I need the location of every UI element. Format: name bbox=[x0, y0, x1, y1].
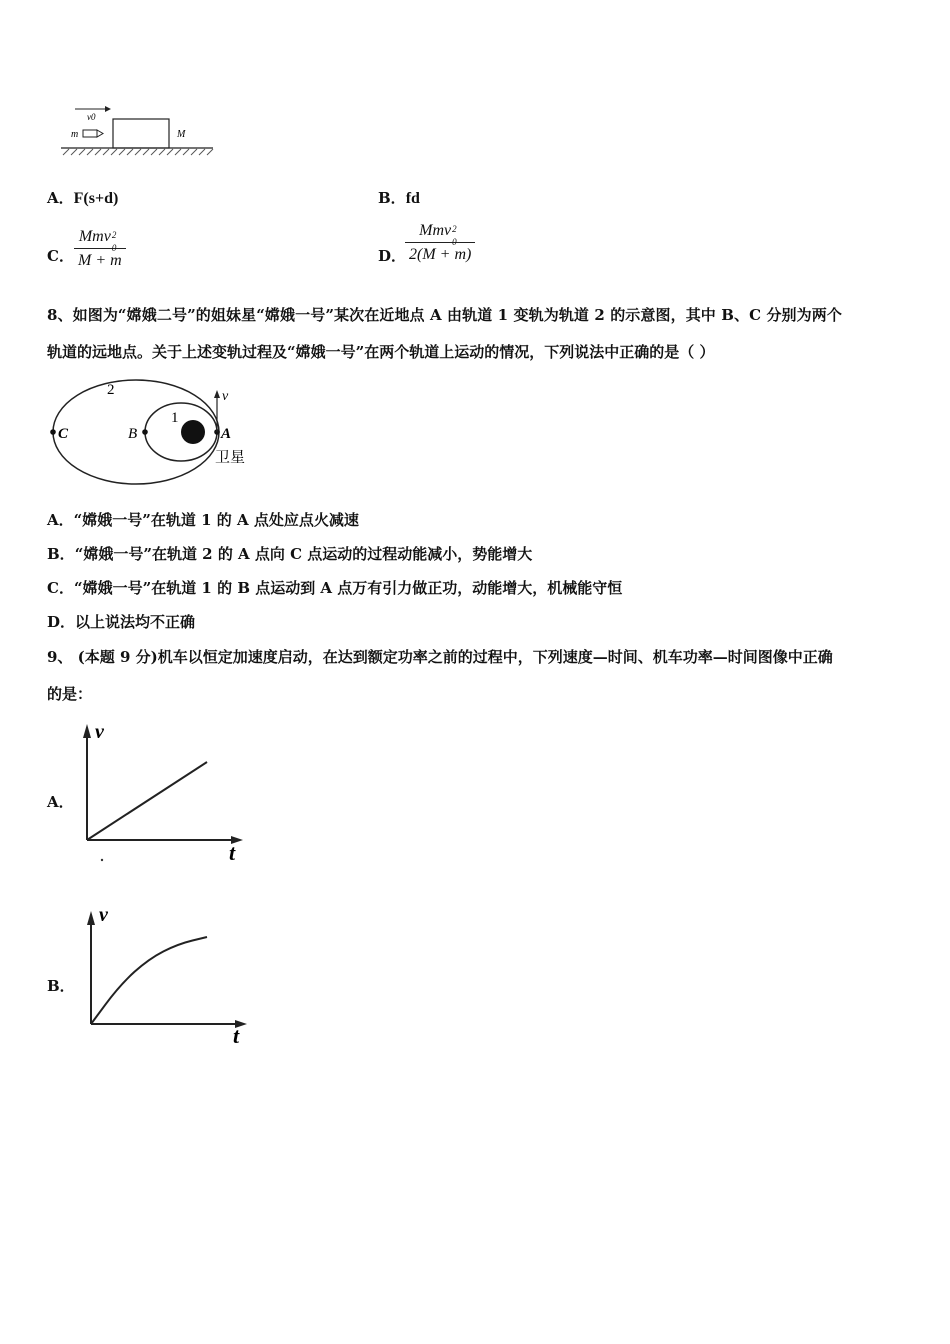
satellite-label: 卫星 bbox=[215, 448, 246, 466]
option-label: D． bbox=[47, 613, 76, 631]
option-text: “嫦娥一号”在轨道 2 的 A 点向 C 点运动的过程动能减小，势能增大 bbox=[74, 545, 533, 563]
point-c-label: C bbox=[58, 426, 69, 442]
point-a-label: A bbox=[221, 426, 232, 442]
moon bbox=[181, 420, 205, 444]
q9-stem-line1: 9、 (本题 9 分)机车以恒定加速度启动，在达到额定功率之前的过程中，下列速度—时间、机车功率—时间图像中正确 bbox=[47, 648, 833, 666]
q7-option-c[interactable] bbox=[47, 245, 74, 266]
option-text: “嫦娥一号”在轨道 1 的 A 点处应点火减速 bbox=[73, 511, 359, 529]
orbit-2-label: 2 bbox=[107, 382, 115, 398]
option-text: “嫦娥一号”在轨道 1 的 B 点运动到 A 点万有引力做正功，动能增大，机械能守恒 bbox=[73, 579, 623, 597]
q8-option-a[interactable] bbox=[47, 509, 359, 530]
graph-a-x-label: t bbox=[229, 840, 236, 865]
bullet-label: m bbox=[71, 129, 79, 140]
block-label: M bbox=[177, 129, 186, 140]
q7-option-c-fraction bbox=[74, 228, 126, 270]
graph-b-y-label: v bbox=[99, 904, 108, 926]
q7-option-d-fraction bbox=[405, 222, 475, 264]
option-label: A． bbox=[47, 511, 74, 529]
q8-stem-line1: 8、如图为“嫦娥二号”的姐妹星“嫦娥一号”某次在近地点 A 由轨道 1 变轨为轨道 2 的示意图，其中 B、C 分别为两个 bbox=[47, 306, 842, 324]
option-text: fd bbox=[405, 190, 420, 207]
graph-b-curve bbox=[91, 937, 207, 1024]
subscript: 0 bbox=[452, 237, 457, 247]
exponent: 2 bbox=[111, 230, 117, 240]
q9-stem-line2: 的是： bbox=[47, 685, 93, 703]
numerator: Mmv bbox=[419, 222, 452, 239]
subscript: 0 bbox=[111, 243, 117, 253]
block-shape bbox=[113, 119, 169, 148]
graph-a[interactable] bbox=[75, 718, 250, 866]
option-text: 以上说法均不正确 bbox=[75, 613, 196, 631]
velocity-label: v0 bbox=[87, 112, 96, 122]
q7-option-d[interactable] bbox=[378, 245, 406, 266]
q7-option-b[interactable] bbox=[378, 187, 420, 208]
denominator: 2(M + m) bbox=[409, 246, 472, 263]
graph-b[interactable] bbox=[77, 903, 252, 1048]
q8-option-b[interactable] bbox=[47, 543, 532, 564]
graph-a-line bbox=[87, 762, 207, 840]
q7-option-a[interactable] bbox=[47, 187, 118, 208]
numerator: Mmv bbox=[78, 228, 111, 245]
q9-option-b[interactable]: B． bbox=[47, 977, 75, 995]
option-label: C． bbox=[47, 579, 74, 597]
q8-stem-line2: 轨道的远地点。关于上述变轨过程及“嫦娥一号”在两个轨道上运动的情况，下列说法中正确的是（ ） bbox=[47, 343, 715, 361]
graph-b-x-label: t bbox=[233, 1023, 240, 1048]
exponent: 2 bbox=[452, 224, 457, 234]
option-label: B． bbox=[47, 545, 75, 563]
option-label: B． bbox=[378, 189, 406, 207]
option-label: A． bbox=[47, 189, 74, 207]
q8-option-d[interactable] bbox=[47, 611, 195, 632]
option-text: F(s+d) bbox=[73, 190, 119, 207]
q8-option-c[interactable] bbox=[47, 577, 622, 598]
orbit-figure bbox=[45, 378, 260, 490]
option-label: D． bbox=[378, 247, 407, 265]
bullet-shape bbox=[83, 130, 97, 137]
point-b-label: B bbox=[128, 426, 138, 442]
graph-a-y-label: v bbox=[95, 721, 104, 743]
denominator: M + m bbox=[78, 252, 122, 269]
option-label: C． bbox=[47, 247, 74, 265]
block-bullet-figure bbox=[55, 100, 220, 162]
velocity-label: v bbox=[222, 389, 229, 404]
orbit-1-label: 1 bbox=[171, 410, 179, 426]
q9-option-a[interactable]: A． bbox=[47, 793, 74, 811]
